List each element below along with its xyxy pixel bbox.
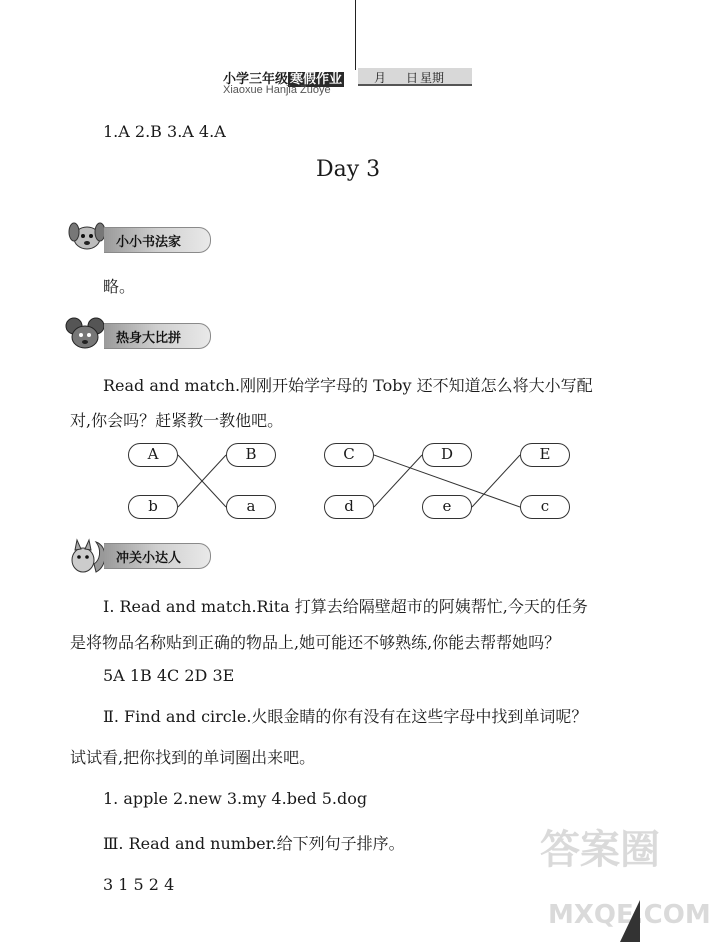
- watermark-url: MXQE.COM: [548, 900, 711, 930]
- challenge-q2-line1: Ⅱ. Find and circle.火眼金睛的你有没有在这些字母中找到单词呢？: [103, 707, 588, 726]
- warmup-instruction-line2: 对,你会吗？赶紧教一教他吧。: [70, 411, 284, 430]
- challenge-q2-line2: 试试看,把你找到的单词圈出来吧。: [70, 748, 316, 767]
- lower-letter-b: b: [128, 495, 178, 519]
- previous-answers: 1.A 2.B 3.A 4.A: [103, 122, 226, 141]
- challenge-q3-answer: 3 1 5 2 4: [103, 875, 175, 894]
- watermark-logo-text: 答案圈: [540, 827, 660, 873]
- upper-letter-b: B: [226, 443, 276, 467]
- lower-letter-e: e: [422, 495, 472, 519]
- lower-letter-d: d: [324, 495, 374, 519]
- match-line-d: [374, 455, 422, 507]
- upper-letter-a: A: [128, 443, 178, 467]
- upper-letter-e: E: [520, 443, 570, 467]
- month-label: 月: [374, 71, 387, 85]
- match-line-c: [374, 455, 520, 507]
- challenge-q1-answer: 5A 1B 4C 2D 3E: [103, 666, 235, 685]
- day-label: 日: [406, 71, 419, 85]
- challenge-q3-line1: Ⅲ. Read and number.给下列句子排序。: [103, 834, 405, 853]
- header-subtitle: Xiaoxue Hanjia Zuoye: [223, 84, 331, 96]
- day-title: Day 3: [316, 157, 381, 182]
- match-line-e: [472, 455, 520, 507]
- section-challenge-title: 冲关小达人: [116, 551, 182, 566]
- challenge-q1-line1: Ⅰ. Read and match.Rita 打算去给隔壁超市的阿姨帮忙,今天的任务: [103, 597, 588, 616]
- lower-letter-c: c: [520, 495, 570, 519]
- header-title-plain: 小学三年级: [223, 72, 289, 87]
- calligraphy-answer: 略。: [103, 277, 136, 296]
- section-warmup-title: 热身大比拼: [116, 331, 182, 346]
- upper-letter-d: D: [422, 443, 472, 467]
- warmup-instruction-line1: Read and match.刚刚开始学字母的 Toby 还不知道怎么将大小写配: [103, 376, 593, 395]
- page-corner-mark: [620, 900, 640, 942]
- upper-letter-c: C: [324, 443, 374, 467]
- squirrel-mascot-icon: [66, 538, 108, 580]
- section-calligraphy-title: 小小书法家: [116, 235, 182, 250]
- lower-letter-a: a: [226, 495, 276, 519]
- header-title-highlight: 寒假作业: [290, 72, 343, 87]
- challenge-q1-line2: 是将物品名称贴到正确的物品上,她可能还不够熟练,你能去帮帮她吗？: [70, 633, 561, 652]
- challenge-q2-answer: 1. apple 2.new 3.my 4.bed 5.dog: [103, 789, 368, 808]
- weekday-label: 星期: [420, 71, 445, 85]
